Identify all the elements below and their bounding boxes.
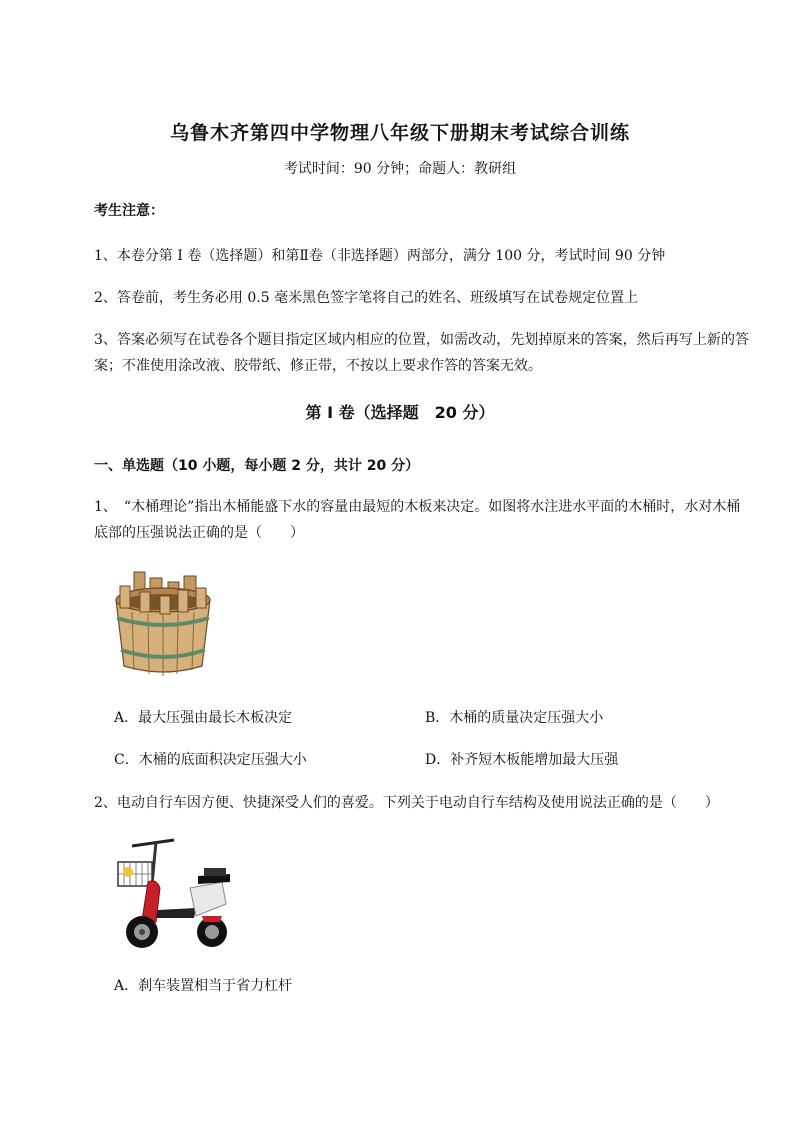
exam-info: 考试时间：90 分钟；命题人：教研组 (283, 161, 517, 177)
section-title: 第 I 卷（选择题 20 分） (305, 403, 495, 422)
notice-heading: 考生注意： (94, 203, 164, 219)
question-2-option-a: A．刹车装置相当于省力杠杆 (114, 978, 293, 994)
question-1-option-b: B．木桶的质量决定压强大小 (425, 710, 604, 726)
notice-item-2: 2、答卷前，考生务必用 0.5 毫米黑色签字笔将自己的姓名、班级填写在试卷规定位置上 (94, 290, 639, 306)
wooden-bucket-image (110, 566, 216, 678)
part-heading: 一、单选题（10 小题，每小题 2 分，共计 20 分） (94, 458, 420, 474)
notice-item-1: 1、本卷分第 I 卷（选择题）和第Ⅱ卷（非选择题）两部分，满分 100 分，考试时间 90 分钟 (94, 248, 666, 264)
question-1-option-c: C．木桶的底面积决定压强大小 (114, 752, 307, 768)
question-1-stem: 1、 “木桶理论”指出木桶能盛下水的容量由最短的木板来决定。如图将水注进水平面的木桶时，水对木桶底部的压强说法正确的是（ ） (94, 499, 741, 541)
question-1-option-a: A．最大压强由最长木板决定 (114, 710, 293, 726)
notice-item-3: 3、答案必须写在试卷各个题目指定区域内相应的位置，如需改动，先划掉原来的答案，然后再写上新的答案；不准使用涂改液、胶带纸、修正带，不按以上要求作答的答案无效。 (94, 332, 749, 374)
electric-bicycle-image (112, 832, 236, 956)
question-2-stem: 2、电动自行车因方便、快捷深受人们的喜爱。下列关于电动自行车结构及使用说法正确的是（ ） (94, 795, 719, 811)
question-1-option-d: D．补齐短木板能增加最大压强 (425, 752, 619, 768)
page-title: 乌鲁木齐第四中学物理八年级下册期末考试综合训练 (169, 122, 630, 144)
